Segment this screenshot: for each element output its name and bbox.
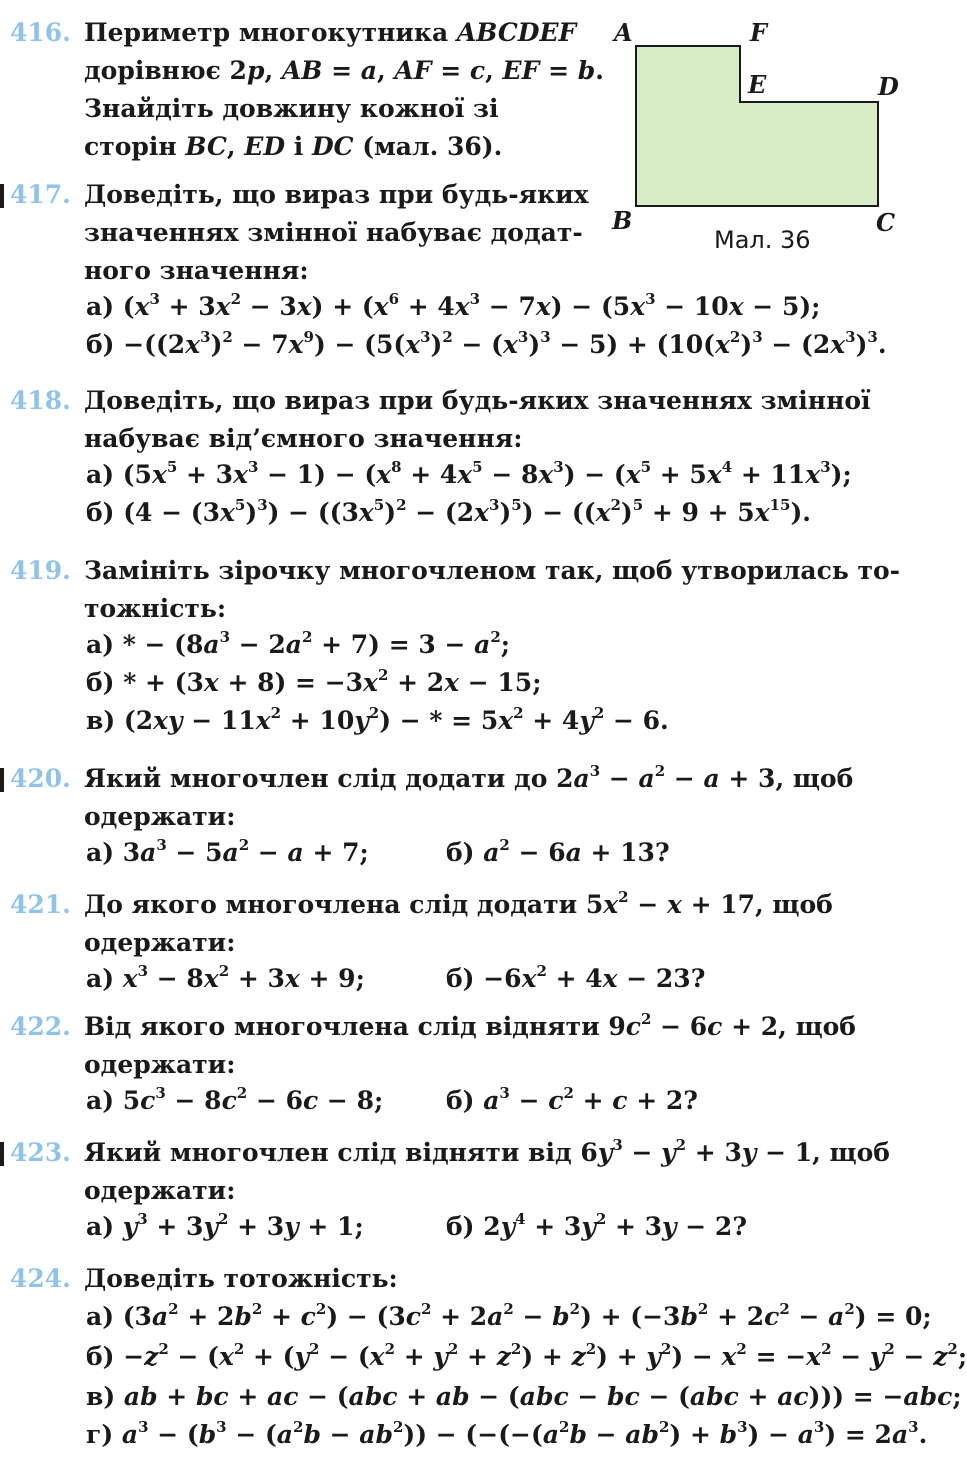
difficulty-marker xyxy=(0,1142,4,1166)
problem-item-a: а) $5c^3 - 8c^2 - 6c - 8$; xyxy=(86,1084,384,1115)
problem-text-line: Доведіть, що вираз при будь-яких значеннях змінної xyxy=(84,386,871,415)
problem-text-line: До якого многочлена слід додати $5x^2 - x + 17$, щоб xyxy=(84,888,833,919)
label-a: A xyxy=(614,18,633,47)
problem-text-line: Доведіть, що вираз при будь-яких xyxy=(84,180,589,209)
problem-item: г) $a^3 - (b^3 - (a^2b - ab^2)) - (-(-(a^2b - ab^2) + b^3) - a^3) = 2a^3$. xyxy=(86,1418,928,1449)
problem-item: б) $(4 - (3x^5)^3) - ((3x^5)^2 - (2x^3)^5) - ((x^2)^5 + 9 + 5x^{15})$. xyxy=(86,496,812,527)
problem-text-line: Замініть зірочку многочленом так, щоб утворилась то- xyxy=(84,556,901,585)
figure-caption: Мал. 36 xyxy=(714,226,811,254)
problem-number: 419. xyxy=(10,556,71,585)
problem-text-line: одержати: xyxy=(84,802,236,831)
problem-item: а) * − $(8a^3 - 2a^2 + 7) = 3 - a^2$; xyxy=(86,628,510,659)
label-d: D xyxy=(878,72,899,101)
problem-item: $б) -((2x^3)^2 - 7x^9) - (5(x^3)^2 - (x^3)^3 - 5) + (10(x^2)^3 - (2x^3)^3$. xyxy=(86,328,887,359)
problem-item: в) ab + bc + ac − (abc + ab − (abc − bc − (abc + ac))) = −abc; xyxy=(86,1382,962,1411)
problem-text-line: Периметр многокутника ABCDEF xyxy=(84,18,577,47)
problem-item-a: а) $x^3 - 8x^2 + 3x + 9$; xyxy=(86,962,365,993)
problem-number: 417. xyxy=(10,180,71,209)
problem-text-line: одержати: xyxy=(84,1176,236,1205)
problem-text-line: Доведіть тотожність: xyxy=(84,1264,398,1293)
difficulty-marker xyxy=(0,184,4,208)
problem-item-b: б) $2y^4 + 3y^2 + 3y - 2$? xyxy=(446,1210,747,1241)
problem-text-line: Від якого многочлена слід відняти $9c^2 - 6c + 2$, щоб xyxy=(84,1010,856,1041)
problem-item-a: а) $y^3 + 3y^2 + 3y + 1$; xyxy=(86,1210,364,1241)
problem-text-line: тожність: xyxy=(84,594,227,623)
problem-text-line: Який многочлен слід додати до $2a^3 - a^2 - a + 3$, щоб xyxy=(84,762,854,793)
problem-item: а) $(5x^5 + 3x^3 - 1) - (x^8 + 4x^5 - 8x^3) - (x^5 + 5x^4 + 11x^3)$; xyxy=(86,458,852,489)
problem-item: в) $(2xy - 11x^2 + 10y^2)$ − * = $5x^2 + 4y^2 - 6$. xyxy=(86,704,669,735)
label-f: F xyxy=(750,18,768,47)
problem-item-b: б) $a^2 - 6a + 13$? xyxy=(446,836,670,867)
problem-number: 418. xyxy=(10,386,71,415)
problem-text-line: набуває від’ємного значення: xyxy=(84,424,523,453)
label-c: C xyxy=(876,208,896,237)
problem-number: 421. xyxy=(10,890,71,919)
problem-number: 422. xyxy=(10,1012,71,1041)
label-b: B xyxy=(612,206,633,235)
problem-text-line: дорівнює 2p, AB = a, AF = c, EF = b. xyxy=(84,56,604,85)
problem-text-line: сторін BC, ED і DC (мал. 36). xyxy=(84,132,503,161)
problem-item-a: а) $3a^3 - 5a^2 - a + 7$; xyxy=(86,836,369,867)
problem-text-line: одержати: xyxy=(84,1050,236,1079)
problem-text-line: Знайдіть довжину кожної зі xyxy=(84,94,499,123)
label-e: E xyxy=(748,70,767,99)
problem-number: 423. xyxy=(10,1138,71,1167)
difficulty-marker xyxy=(0,768,4,792)
problem-number: 424. xyxy=(10,1264,71,1293)
problem-text-line: значеннях змінної набуває додат- xyxy=(84,218,583,247)
problem-text-line: Який многочлен слід відняти від $6y^3 - y^2 + 3y - 1$, щоб xyxy=(84,1136,890,1167)
problem-number: 416. xyxy=(10,18,71,47)
problem-text-line: одержати: xyxy=(84,928,236,957)
problem-text-line: ного значення: xyxy=(84,256,309,285)
problem-number: 420. xyxy=(10,764,71,793)
problem-item: б) * + $(3x + 8) = -3x^2 + 2x - 15$; xyxy=(86,666,542,697)
problem-item: а) $(3a^2 + 2b^2 + c^2) - (3c^2 + 2a^2 - b^2) + (-3b^2 + 2c^2 - a^2) = 0$; xyxy=(86,1300,932,1331)
problem-item: $б) -z^2 - (x^2 + (y^2 - (x^2 + y^2 + z^2) + z^2) + y^2) - x^2 = -x^2 - y^2 - z^2$; xyxy=(86,1340,967,1371)
problem-item-b: б) $a^3 - c^2 + c + 2$? xyxy=(446,1084,698,1115)
problem-item: а) $(x^3 + 3x^2 - 3x) + (x^6 + 4x^3 - 7x) - (5x^3 - 10x - 5)$; xyxy=(86,290,821,321)
problem-item-b: $б) -6x^2 + 4x - 23$? xyxy=(446,962,706,993)
